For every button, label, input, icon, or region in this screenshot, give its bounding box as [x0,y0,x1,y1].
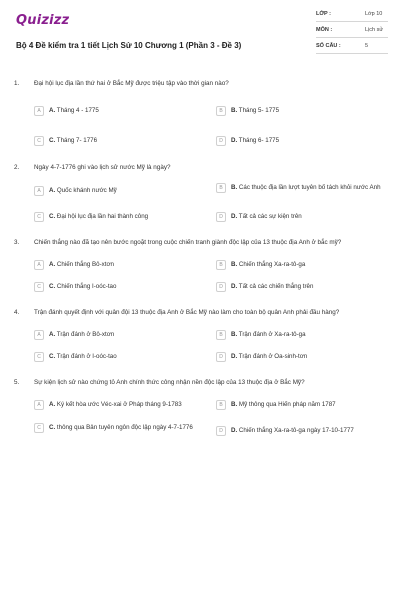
question-text: Đại hội lục địa lần thứ hai ở Bắc Mỹ được triệu tập vào thời gian nào? [34,80,229,87]
option-letter: B [216,330,226,340]
question-number: 4. [14,309,20,316]
option-text: A. Chiến thắng Bô-xtơn [49,261,114,268]
question-number: 2. [14,164,20,171]
question-number: 5. [14,379,20,386]
option-text: D. Tất cả các sự kiện trên [231,213,302,220]
option-letter: B [216,400,226,410]
option-letter: D [216,282,226,292]
option-letter: C [34,136,44,146]
option-text: B. Chiến thắng Xa-ra-tô-ga [231,261,306,268]
quizizz-logo: Quizizz [16,13,70,28]
worksheet-meta [316,8,388,56]
meta-row-subject [316,24,388,38]
option-letter: A [34,106,44,116]
meta-row-class [316,8,388,22]
option-text: A. Ký kết hòa ước Véc-xai ở Pháp tháng 9-1783 [49,401,182,408]
option-text: C. Trận đánh ở I-oóc-tao [49,353,117,360]
meta-value: 5 [365,43,369,49]
question-text: Trận đánh quyết định với quân đội 13 thuộc địa Anh ở Bắc Mỹ nào làm cho toàn bộ quân Anh phải đầu hàng? [34,309,340,316]
option-letter: B [216,106,226,116]
option-letter: D [216,136,226,146]
meta-label: LỚP : [316,11,331,17]
question-text: Sự kiện lịch sử nào chứng tỏ Anh chính thức công nhận nền độc lập của 13 thuộc địa ở Bắc Mỹ? [34,379,305,386]
option-letter: A [34,186,44,196]
question-text: Chiến thắng nào đã tạo nên bước ngoặt trong cuộc chiến tranh giành độc lập của 13 thuộc địa Anh ở bắc mỹ? [34,239,342,246]
option-text: B. Mỹ thông qua Hiến pháp năm 1787 [231,401,336,408]
option-text: D. Trận đánh ở Oa-sinh-tơn [231,353,308,360]
meta-row-question-count [316,40,388,54]
option-letter: C [34,282,44,292]
option-text: B. Các thuộc địa lần lượt tuyên bố tách khỏi nước Anh [231,184,381,191]
option-letter: A [34,260,44,270]
meta-value: Lớp 10 [365,11,383,17]
option-text: D. Tháng 6- 1775 [231,137,280,144]
option-letter: A [34,400,44,410]
option-text: C. Chiến thắng I-oóc-tao [49,283,117,290]
option-letter: B [216,260,226,270]
worksheet-title: Bộ 4 Đề kiểm tra 1 tiết Lịch Sử 10 Chương 1 (Phần 3 - Đề 3) [16,41,242,50]
option-text: C. Tháng 7- 1776 [49,137,98,144]
question-text: Ngày 4-7-1776 ghi vào lịch sử nước Mỹ là ngày? [34,164,171,171]
meta-label: SỐ CÂU : [316,43,341,49]
question-number: 3. [14,239,20,246]
option-letter: A [34,330,44,340]
option-letter: D [216,352,226,362]
option-text: B. Trận đánh ở Xa-ra-tô-ga [231,331,306,338]
option-letter: C [34,352,44,362]
option-text: D. Chiến thắng Xa-ra-tô-ga ngày 17-10-1777 [231,427,354,434]
option-text: A. Trận đánh ở Bô-xtơn [49,331,115,338]
meta-value: Lịch sử [365,27,384,33]
option-text: A. Tháng 4 - 1775 [49,107,99,114]
question-number: 1. [14,80,20,87]
option-letter: C [34,423,44,433]
option-text: C. thông qua Bản tuyên ngôn độc lập ngày 4-7-1776 [49,424,193,431]
option-text: C. Đại hội lục địa lần hai thành công [49,213,149,220]
option-text: A. Quốc khánh nước Mỹ [49,187,117,194]
option-letter: D [216,426,226,436]
option-letter: D [216,212,226,222]
meta-label: MÔN : [316,27,333,33]
option-text: D. Tất cả các chiến thắng trên [231,283,314,290]
option-letter: B [216,183,226,193]
option-text: B. Tháng 5- 1775 [231,107,280,114]
option-letter: C [34,212,44,222]
